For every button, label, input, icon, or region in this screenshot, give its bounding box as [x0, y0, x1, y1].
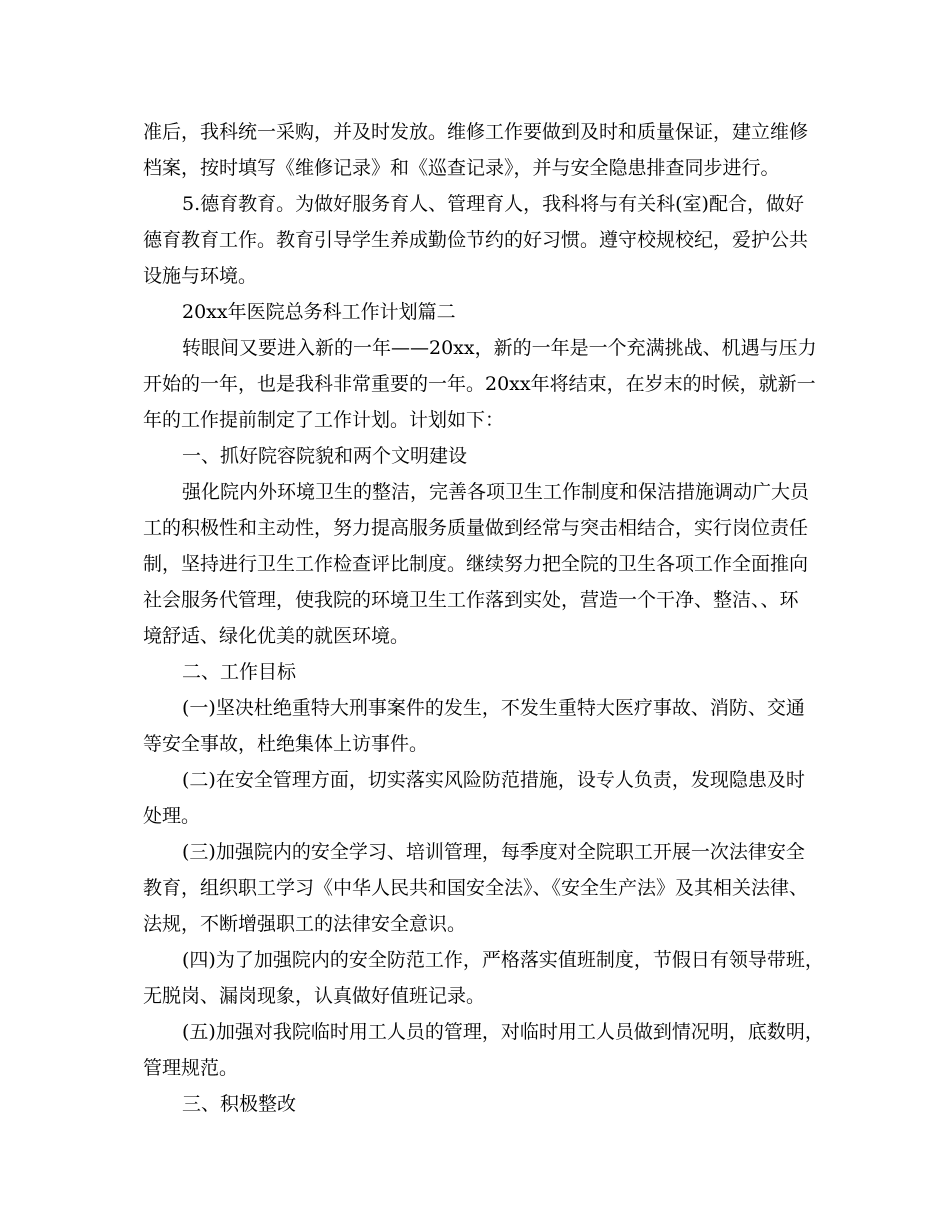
- text-line: (五)加强对我院临时用工人员的管理，对临时用工人员做到情况明，底数明，: [182, 1021, 824, 1043]
- text-line: (四)为了加强院内的安全防范工作，严格落实值班制度，节假日有领导带班，: [182, 949, 824, 971]
- text-line: 开始的一年，也是我科非常重要的一年。20xx年将结束，在岁末的时候，就新一: [143, 373, 816, 395]
- section-heading: 二、工作目标: [182, 661, 297, 683]
- text-line: (一)坚决杜绝重特大刑事案件的发生，不发生重特大医疗事故、消防、交通: [182, 697, 805, 719]
- text-line: 设施与环境。: [143, 265, 258, 287]
- text-line: 工的积极性和主动性，努力提高服务质量做到经常与突击相结合，实行岗位责任: [143, 517, 809, 539]
- section-heading: 20xx年医院总务科工作计划篇二: [182, 301, 456, 323]
- text-line: 档案，按时填写《维修记录》和《巡查记录》，并与安全隐患排查同步进行。: [143, 157, 780, 179]
- text-line: 5.德育教育。为做好服务育人、管理育人，我科将与有关科(室)配合，做好: [182, 193, 804, 215]
- text-line: 年的工作提前制定了工作计划。计划如下：: [143, 409, 505, 431]
- text-line: 德育教育工作。教育引导学生养成勤俭节约的好习惯。遵守校规校纪，爱护公共: [143, 229, 809, 251]
- text-line: 制，坚持进行卫生工作检查评比制度。继续努力把全院的卫生各项工作全面推向: [143, 553, 809, 575]
- text-line: 强化院内外环境卫生的整洁，完善各项卫生工作制度和保洁措施调动广大员: [182, 481, 810, 503]
- text-line: 准后，我科统一采购，并及时发放。维修工作要做到及时和质量保证，建立维修: [143, 121, 809, 143]
- text-line: 无脱岗、漏岗现象，认真做好值班记录。: [143, 985, 486, 1007]
- text-line: 等安全事故，杜绝集体上访事件。: [143, 733, 429, 755]
- section-heading: 一、抓好院容院貌和两个文明建设: [182, 445, 468, 467]
- text-line: (二)在安全管理方面，切实落实风险防范措施，设专人负责，发现隐患及时: [182, 769, 805, 791]
- text-line: 法规，不断增强职工的法律安全意识。: [143, 913, 467, 935]
- text-line: 管理规范。: [143, 1057, 239, 1079]
- text-line: (三)加强院内的安全学习、培训管理，每季度对全院职工开展一次法律安全: [182, 841, 805, 863]
- text-line: 转眼间又要进入新的一年——20xx，新的一年是一个充满挑战、机遇与压力: [182, 337, 817, 359]
- section-heading: 三、积极整改: [182, 1093, 297, 1115]
- text-line: 教育，组织职工学习《中华人民共和国安全法》、《安全生产法》及其相关法律、: [143, 877, 809, 899]
- text-line: 社会服务代管理，使我院的环境卫生工作落到实处，营造一个干净、整洁、、环: [143, 589, 799, 611]
- text-line: 处理。: [143, 805, 201, 827]
- text-line: 境舒适、绿化优美的就医环境。: [143, 625, 410, 647]
